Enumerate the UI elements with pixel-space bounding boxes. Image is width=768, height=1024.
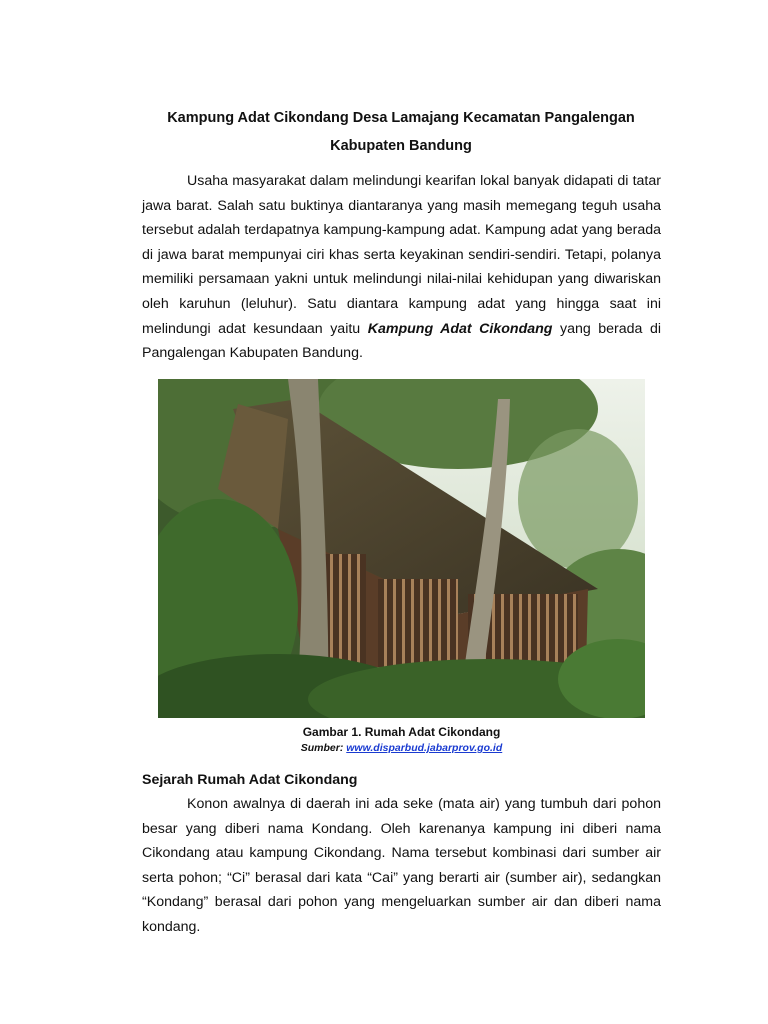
section-heading: Sejarah Rumah Adat Cikondang (142, 772, 358, 788)
title-line-2: Kabupaten Bandung (330, 138, 472, 154)
figure-source (158, 741, 645, 755)
intro-paragraph (142, 169, 661, 366)
house-photo (158, 379, 645, 718)
document-title (140, 104, 662, 160)
source-label: Sumber: (300, 742, 347, 754)
intro-text-before: Usaha masyarakat dalam melindungi kearifan lokal banyak didapati di tatar jawa barat. Salah satu buktinya diantaranya yang masih memegang teguh usaha tersebut adalah terdapatnya kampung-kampung adat. Kampung adat yang berada di jawa barat mempunyai ciri khas serta keyakinan sendiri-sendiri. Tetapi, polanya memiliki persamaan yakni untuk melindungi nilai-nilai kehidupan yang diwariskan oleh karuhun (leluhur). Satu diantara kampung adat yang hingga saat ini melindungi adat kesundaan yaitu (142, 173, 661, 337)
intro-text-after: yang berada di Pangalengan Kabupaten Bandung. (142, 320, 662, 362)
title-line-1: Kampung Adat Cikondang Desa Lamajang Kecamatan Pangalengan (167, 110, 635, 126)
figure-caption: Gambar 1. Rumah Adat Cikondang (302, 725, 501, 739)
source-link[interactable]: www.disparbud.jabarprov.go.id (346, 742, 503, 754)
intro-emphasis: Kampung Adat Cikondang (367, 320, 553, 337)
section-paragraph: Konon awalnya di daerah ini ada seke (mata air) yang tumbuh dari pohon besar yang diberi nama Kondang. Oleh karenanya kampung ini diberi nama Cikondang atau kampung Cikondang. Nama tersebut kombinasi dari sumber air serta pohon; “Ci” berasal dari kata “Cai” yang berarti air (sumber air), sedangkan “Kondang” berasal dari pohon yang mengeluarkan sumber air dan diberi nama kondang. (142, 796, 661, 935)
